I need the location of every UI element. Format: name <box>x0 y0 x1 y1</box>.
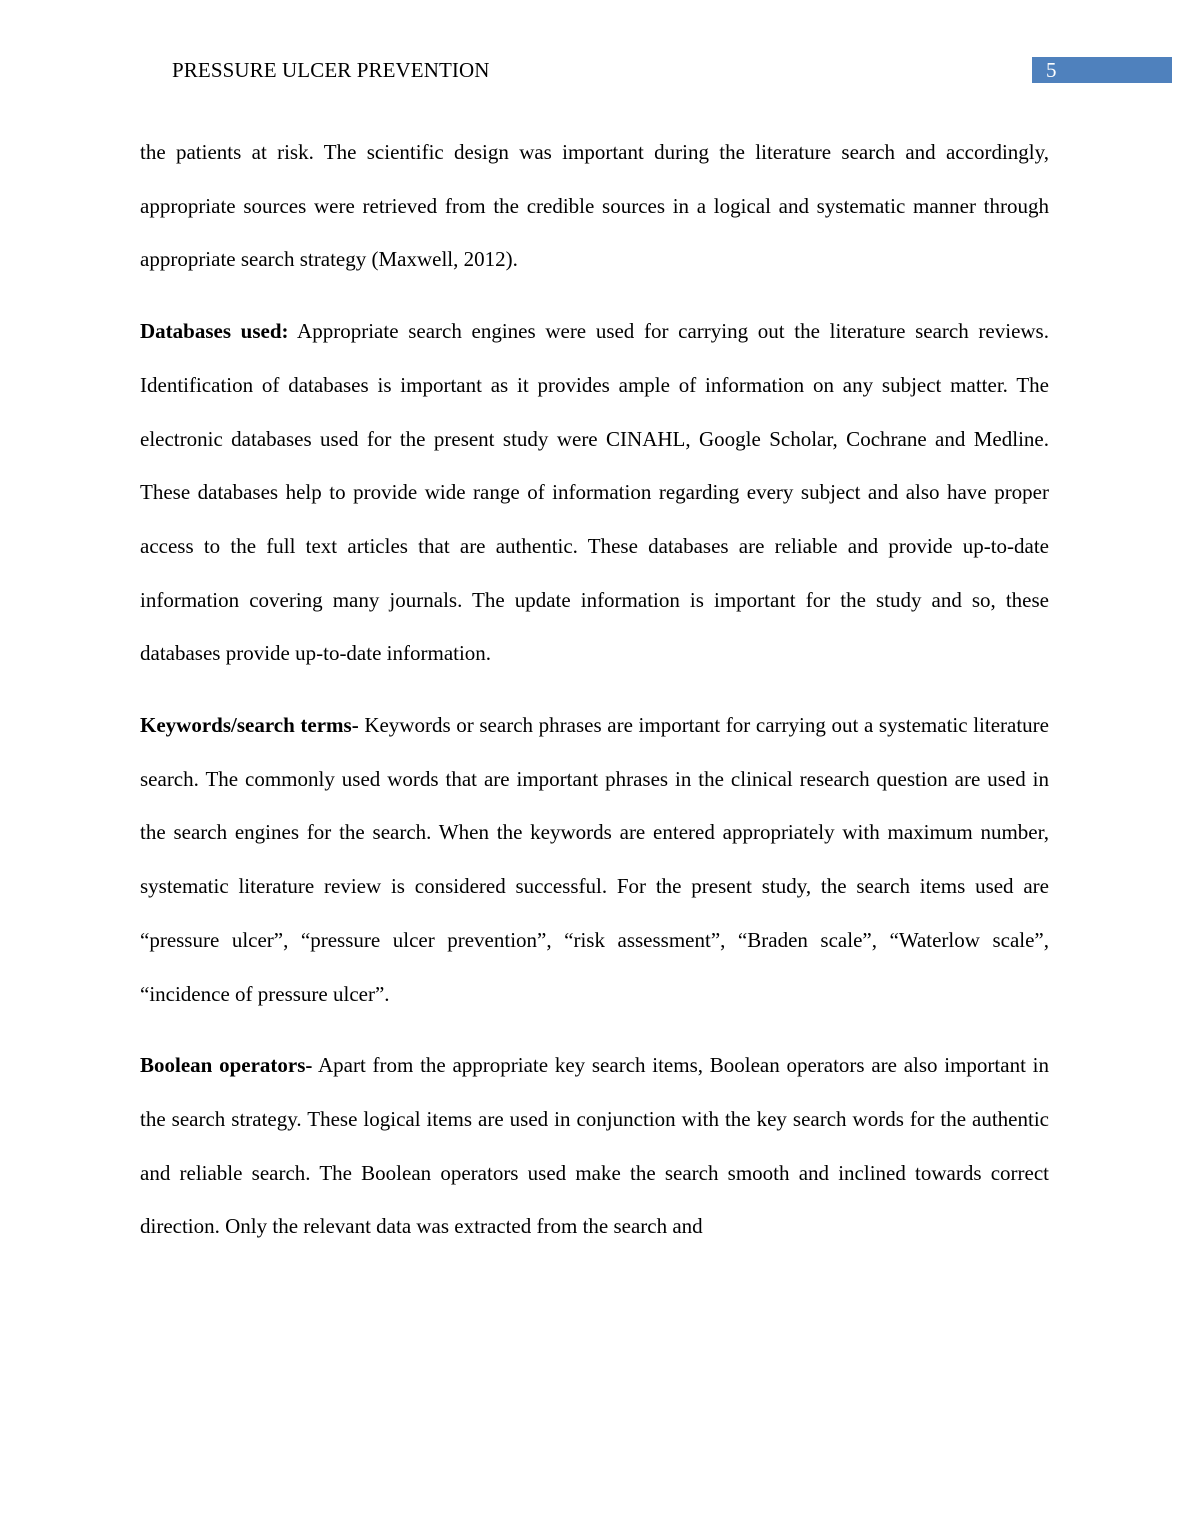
paragraph-text: Apart from the appropriate key search items, Boolean operators are also important in the search strategy. These logical items are used in conjunction with the key search words for the authentic and reliable search. The Boolean operators used make the search smooth and inclined towards correct direction. Only the relevant data was extracted from the search and <box>140 1053 1049 1239</box>
paragraph-text: the patients at risk. The scientific design was important during the literature search and accordingly, appropriate sources were retrieved from the credible sources in a logical and systematic manner through appropriate search strategy (Maxwell, 2012). <box>140 140 1049 272</box>
paragraph-boolean <box>140 1039 1049 1254</box>
paragraph-databases <box>140 305 1049 681</box>
paragraph-text: Appropriate search engines were used for carrying out the literature search reviews. Identification of databases is important as it provides ample of information on any subject matter. The electronic databases used for the present study were CINAHL, Google Scholar, Cochrane and Medline. These databases help to provide wide range of information regarding every subject and also have proper access to the full text articles that are authentic. These databases are reliable and provide up-to-date information covering many journals. The update information is important for the study and so, these databases provide up-to-date information. <box>140 319 1049 666</box>
paragraph-heading: Keywords/search terms- <box>140 713 359 738</box>
paragraph-text: Keywords or search phrases are important for carrying out a systematic literature search. The commonly used words that are important phrases in the clinical research question are used in the search engines for the search. When the keywords are entered appropriately with maximum number, systematic literature review is considered successful. For the present study, the search items used are “pressure ulcer”, “pressure ulcer prevention”, “risk assessment”, “Braden scale”, “Waterlow scale”, “incidence of pressure ulcer”. <box>140 713 1049 1006</box>
paragraph-intro <box>140 126 1049 287</box>
document-body <box>140 126 1049 1272</box>
running-head: PRESSURE ULCER PREVENTION <box>172 58 490 82</box>
paragraph-heading: Databases used: <box>140 319 289 344</box>
paragraph-keywords <box>140 699 1049 1021</box>
page-number-badge: 5 <box>1032 57 1172 83</box>
paragraph-heading: Boolean operators- <box>140 1053 313 1078</box>
